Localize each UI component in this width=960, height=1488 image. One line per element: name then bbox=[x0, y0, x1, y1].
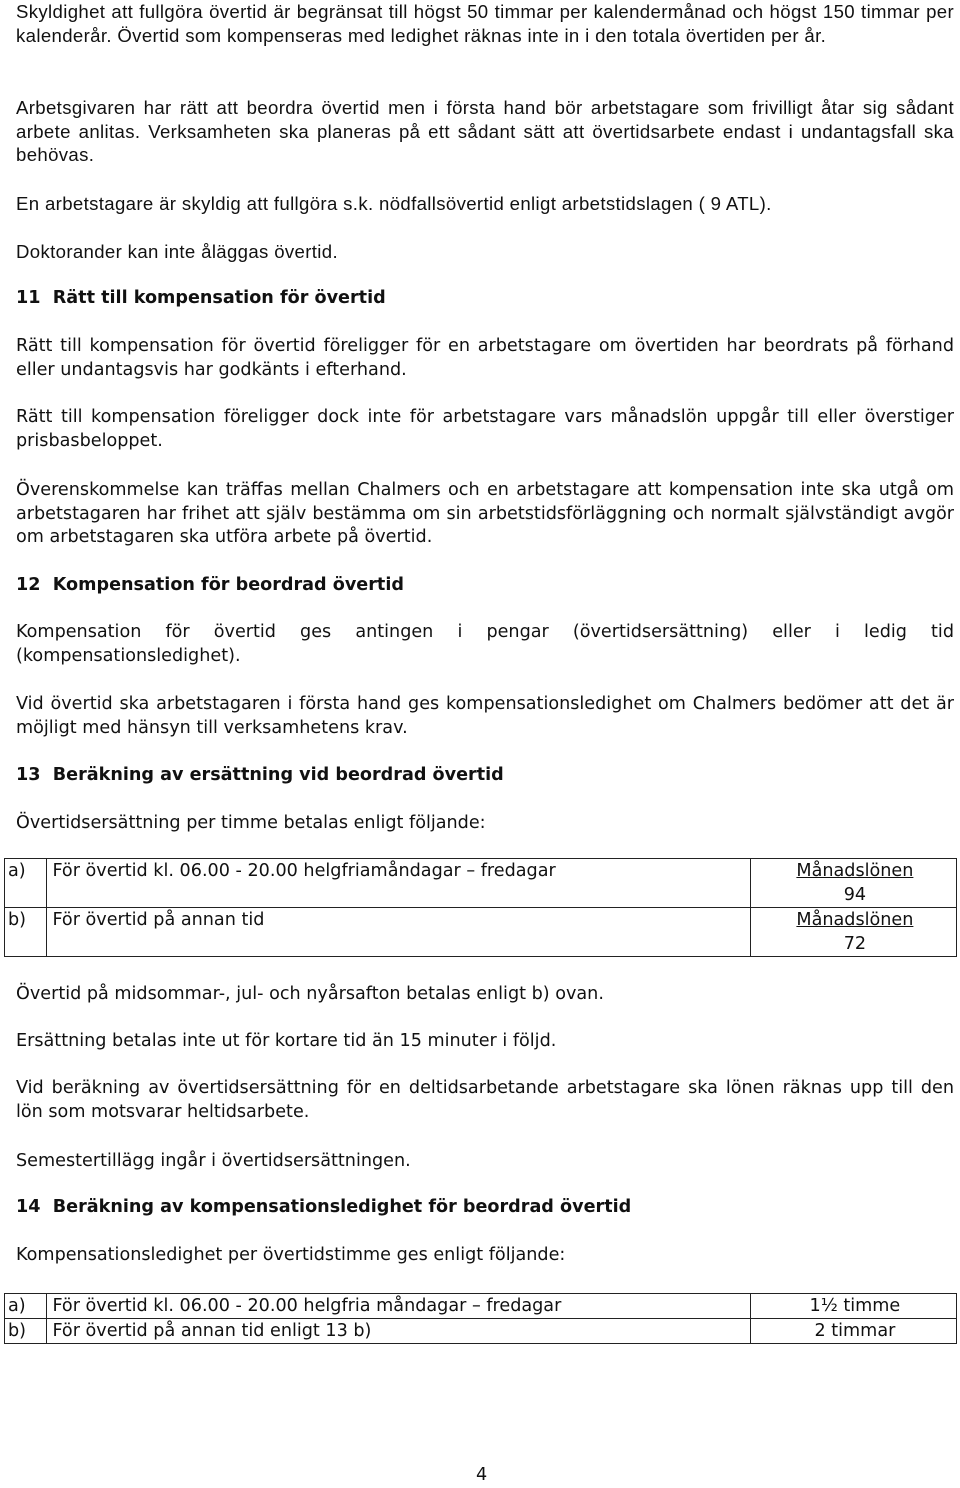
document-page bbox=[8, 0, 954, 1488]
row-rate bbox=[750, 859, 956, 908]
compensatory-leave-table bbox=[4, 1293, 957, 1344]
row-rate bbox=[750, 908, 956, 957]
paragraph-emergency-overtime: En arbetstagare är skyldig att fullgöra s.k. nödfallsövertid enligt arbetstidslagen ( 9 ATL). bbox=[16, 193, 772, 214]
section-14-intro: Kompensationsledighet per övertidstimme ges enligt följande: bbox=[16, 1245, 566, 1265]
section-13-intro: Övertidsersättning per timme betalas enligt följande: bbox=[16, 813, 486, 833]
section-11-paragraph-2: Rätt till kompensation föreligger dock inte för arbetstagare vars månadslön uppgår till eller överstiger prisbasbeloppet. bbox=[16, 407, 954, 451]
section-13-heading: 13 Beräkning av ersättning vid beordrad övertid bbox=[16, 765, 504, 785]
row-label: b) bbox=[5, 1319, 47, 1344]
section-12-heading: 12 Kompensation för beordrad övertid bbox=[16, 575, 404, 595]
section-12-paragraph-2: Vid övertid ska arbetstagaren i första hand ges kompensationsledighet om Chalmers bedömer att det är möjligt med hänsyn till verksamhetens krav. bbox=[16, 694, 954, 738]
table-row bbox=[5, 859, 957, 908]
page-number: 4 bbox=[476, 1465, 488, 1485]
paragraph-doctoral-students: Doktorander kan inte åläggas övertid. bbox=[16, 241, 338, 262]
section-13-paragraph-4: Semestertillägg ingår i övertidsersättningen. bbox=[16, 1151, 411, 1171]
paragraph-overtime-limit: Skyldighet att fullgöra övertid är begränsat till högst 50 timmar per kalendermånad och högst 150 timmar per kalenderår. Övertid som kompenseras med ledighet räknas inte in i den totala övertiden per år. bbox=[16, 1, 954, 46]
table-row bbox=[5, 1319, 957, 1344]
rate-numerator: Månadslönen bbox=[796, 910, 914, 930]
table-row bbox=[5, 908, 957, 957]
row-label: b) bbox=[5, 908, 47, 957]
row-description: För övertid på annan tid enligt 13 b) bbox=[47, 1319, 750, 1344]
row-label: a) bbox=[5, 1294, 47, 1319]
section-12-paragraph-1: Kompensation för övertid ges antingen i pengar (övertidsersättning) eller i ledig tid (kompensationsledighet). bbox=[16, 622, 954, 666]
row-label: a) bbox=[5, 859, 47, 908]
row-value: 2 timmar bbox=[750, 1319, 956, 1344]
section-13-paragraph-1: Övertid på midsommar-, jul- och nyårsafton betalas enligt b) ovan. bbox=[16, 984, 604, 1004]
row-description: För övertid kl. 06.00 - 20.00 helgfriamåndagar – fredagar bbox=[47, 859, 750, 908]
table-row bbox=[5, 1294, 957, 1319]
section-13-paragraph-3: Vid beräkning av övertidsersättning för en deltidsarbetande arbetstagare ska lönen räknas upp till den lön som motsvarar heltidsarbete. bbox=[16, 1078, 954, 1122]
section-11-paragraph-3: Överenskommelse kan träffas mellan Chalmers och en arbetstagare att kompensation inte ska utgå om arbetstagaren har frihet att själv bestämma om sin arbetstidsförläggning och normalt självständigt avgör om arbetstagaren ska utföra arbete på övertid. bbox=[16, 480, 954, 547]
section-14-heading: 14 Beräkning av kompensationsledighet för beordrad övertid bbox=[16, 1197, 632, 1217]
row-description: För övertid kl. 06.00 - 20.00 helgfria måndagar – fredagar bbox=[47, 1294, 750, 1319]
rate-denominator: 94 bbox=[843, 885, 867, 905]
overtime-compensation-table bbox=[4, 858, 957, 957]
section-11-heading: 11 Rätt till kompensation för övertid bbox=[16, 288, 386, 308]
paragraph-order-overtime: Arbetsgivaren har rätt att beordra övertid men i första hand bör arbetstagare som frivilligt åtar sig sådant arbete anlitas. Verksamheten ska planeras på ett sådant sätt att övertidsarbete endast i undantagsfall ska behövas. bbox=[16, 97, 954, 165]
rate-numerator: Månadslönen bbox=[796, 861, 914, 881]
row-description: För övertid på annan tid bbox=[47, 908, 750, 957]
section-13-paragraph-2: Ersättning betalas inte ut för kortare tid än 15 minuter i följd. bbox=[16, 1031, 557, 1051]
section-11-paragraph-1: Rätt till kompensation för övertid föreligger för en arbetstagare om övertiden har beordrats på förhand eller undantagsvis har godkänts i efterhand. bbox=[16, 336, 954, 380]
row-value: 1½ timme bbox=[750, 1294, 956, 1319]
rate-denominator: 72 bbox=[843, 934, 867, 954]
